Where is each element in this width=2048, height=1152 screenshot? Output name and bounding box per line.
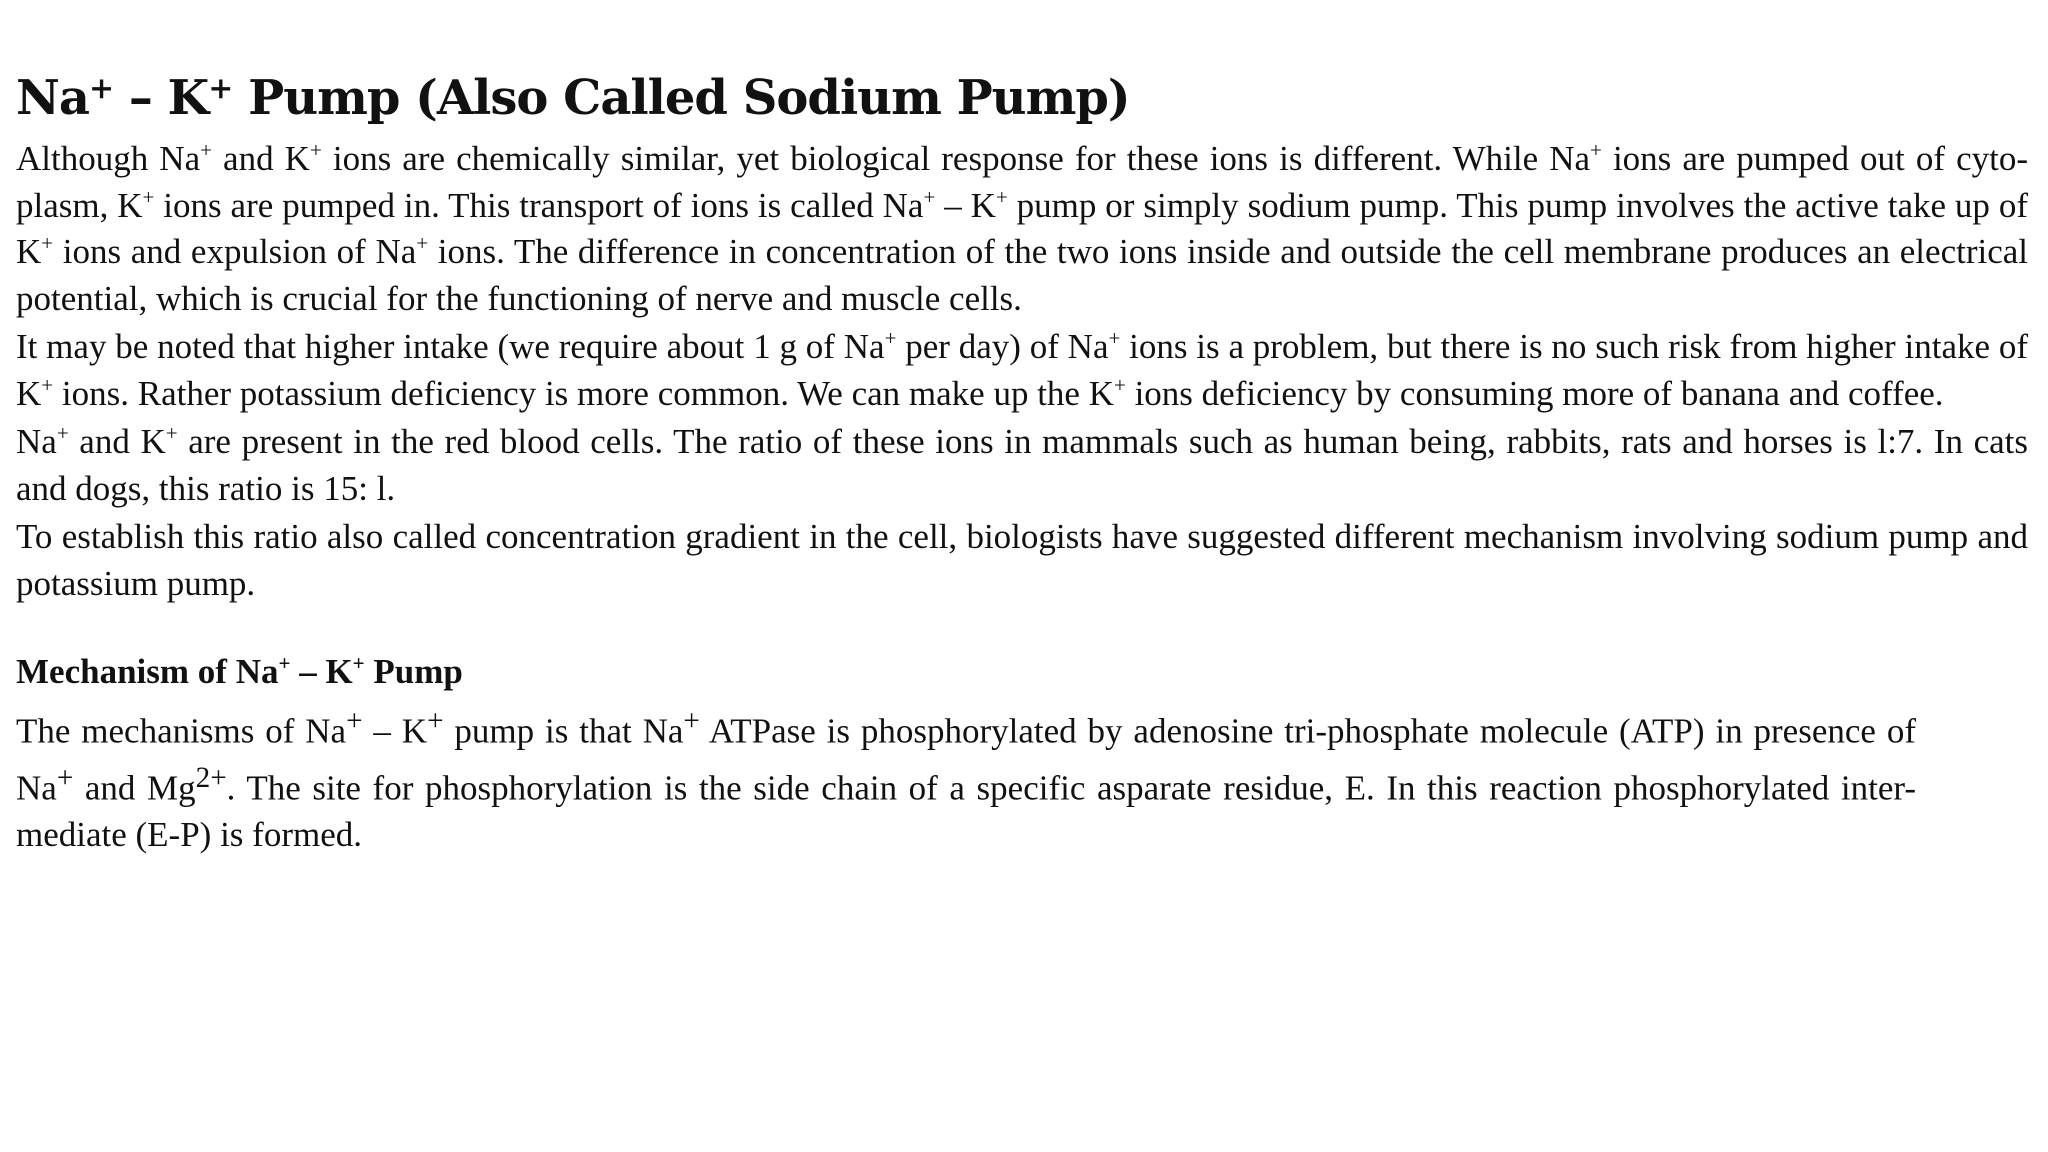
superscript: 2+ [195,761,227,794]
text-run: and Mg [73,768,196,808]
text-run: and K [211,139,310,178]
superscript: + [200,138,212,162]
title-text-k: – K [113,70,209,126]
text-run: ions are pumped out of cyto-plasm, K [16,139,2028,225]
superscript: + [165,421,178,445]
slide-content [16,62,2028,858]
text-run: To establish this ratio also called concentration gradient in the cell, biologists have suggested different mechanism involving sodium pump and potassium pump. [16,517,2028,603]
paragraph-ratio [16,419,2028,512]
text-run: per day) of Na [896,327,1109,366]
text-run: ions. The difference in concentration of the two ions inside and outside the cell membrane produces an electrical potential, which is crucial for the functioning of nerve and muscle cells. [16,232,2028,318]
text-run: and K [68,422,166,461]
superscript: + [683,704,700,737]
superscript: + [427,704,444,737]
text-run: It may be noted that higher intake (we require about 1 g of Na [16,327,885,366]
text-run: ions deficiency by consuming more of banana and coffee. [1125,373,1944,413]
superscript: + [142,184,155,209]
text-run: The mechanisms of Na [16,711,347,751]
paragraph-intake [16,324,2028,417]
text-run: ATPase is phosphorylated by adenosine tri-phosphate molecule (ATP) in presence of Na [16,711,1916,808]
text-run: – K [362,711,428,751]
superscript: + [416,231,429,255]
section-heading-mechanism [16,649,2028,696]
superscript: + [41,231,54,255]
title-superscript: + [208,71,233,106]
superscript: + [1113,372,1126,397]
superscript: + [278,651,291,675]
text-run: ions is a problem, but there is no such risk from higher intake of K [16,327,2028,413]
title-superscript: + [88,71,114,106]
text-run: ions are pumped in. This transport of ions is called Na [154,185,924,225]
text-run: pump is that Na [443,711,684,751]
title-text-rest: Pump (Also Called Sodium Pump) [232,70,1130,126]
superscript: + [884,326,897,350]
text-run: are present in the red blood cells. The ratio of these ions in mammals such as human being, rabbits, rats and horses is l:7. In cats and dogs, this ratio is 15: l. [16,422,2028,508]
text-run: pump or simply sodium pump. This pump involves the active take up of K [16,185,2029,271]
text-run: Although Na [16,139,201,178]
superscript: + [346,704,363,737]
text-run: – K [290,652,353,691]
text-run: – K [935,185,996,225]
text-run: Pump [364,652,463,691]
text-run: Mechanism of Na [16,652,279,691]
paragraph-mechanism [16,698,1916,859]
paragraph-gradient [16,514,2028,607]
superscript: + [1590,138,1602,162]
text-run: . The site for phosphorylation is the side chain of a specific asparate residue, E. In this reaction phosphorylated inter-mediate (E-P) is formed. [16,768,1916,854]
superscript: + [923,184,936,209]
page-title [16,62,2028,134]
superscript: + [309,138,322,162]
superscript: + [56,761,74,794]
superscript: + [56,421,69,445]
superscript: + [352,651,365,675]
text-run: ions are chemically similar, yet biological response for these ions is different. While Na [321,139,1591,178]
text-run: ions and expulsion of Na [53,232,417,271]
text-run: ions. Rather potassium deficiency is more common. We can make up the K [53,373,1114,413]
title-text-na: Na [16,70,89,126]
superscript: + [1108,326,1121,350]
superscript: + [995,184,1008,209]
superscript: + [41,372,54,397]
text-run: Na [16,422,57,461]
paragraph-intro [16,136,2028,322]
